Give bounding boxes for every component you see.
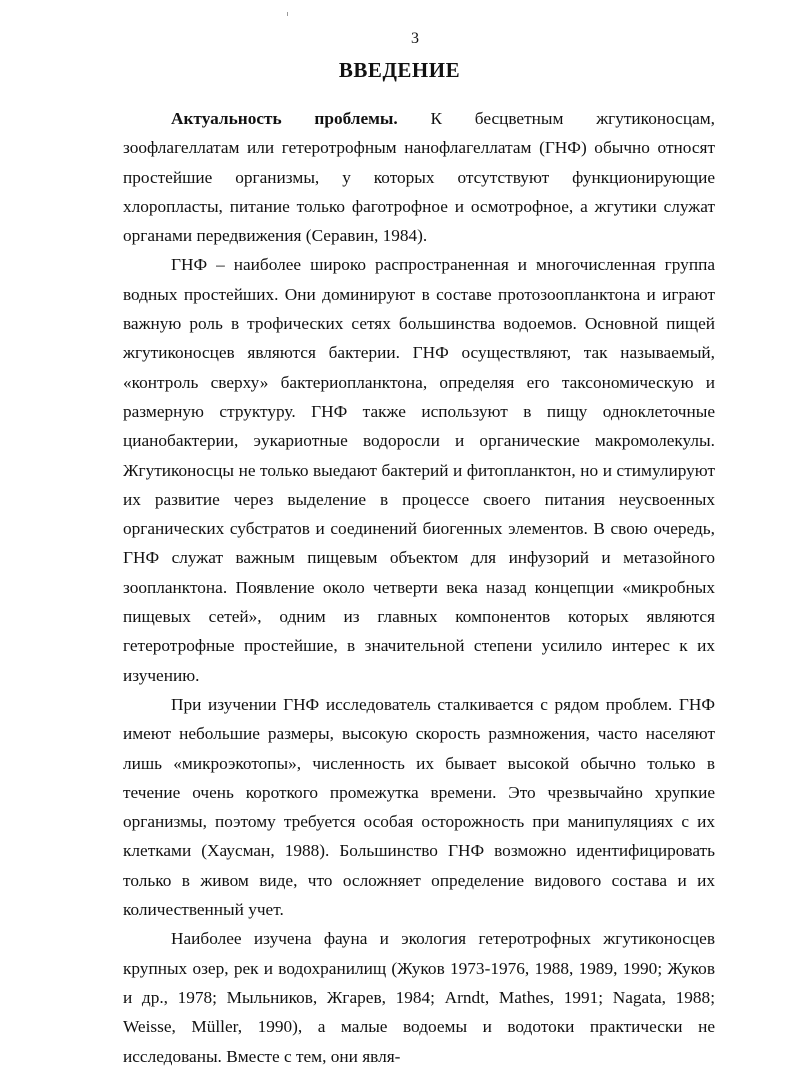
scan-speck bbox=[287, 12, 288, 16]
paragraph: ГНФ – наиболее широко распространенная и многочисленная группа водных простейших. Они доминируют в составе протозоопланктона и играют важную роль в трофических сетях большинства водоемов. Основной пищей жгутиконосцев являются бактерии. ГНФ осуществляют, так называемый, «контроль сверху» бактериопланктона, определяя его таксономическую и размерную структуру. ГНФ также используют в пищу одноклеточные цианобактерии, эукариотные водоросли и органические макромолекулы. Жгутиконосцы не только выедают бактерий и фитопланктон, но и стимулируют их развитие через выделение в процессе своего питания неусвоенных органических субстратов и соединений биогенных элементов. В свою очередь, ГНФ служат важным пищевым объектом для инфузорий и метазойного зоопланктона. Появление около четверти века назад концепции «микробных пищевых сетей», одним из главных компонентов которых являются гетеротрофные простейшие, в значительной степени усилило интерес к их изучению. bbox=[123, 255, 715, 685]
paragraph-text: К бесцветным жгутиконосцам, зоофлагеллатам или гетеротрофным нанофлагеллатам (ГНФ) обычно относят простейшие организмы, у которых отсутствуют функционирующие хлоропласты, питание только фаготрофное и осмотрофное, а жгутики служат органами передвижения (Серавин, 1984). bbox=[123, 109, 715, 246]
page-title: ВВЕДЕНИЕ bbox=[338, 58, 461, 82]
paragraph: При изучении ГНФ исследователь сталкивается с рядом проблем. ГНФ имеют небольшие размеры, высокую скорость размножения, часто населяют лишь «микроэкотопы», численность их бывает высокой обычно только в течение очень короткого промежутка времени. Это чрезвычайно хрупкие организмы, поэтому требуется особая осторожность при манипуляциях с их клетками (Хаусман, 1988). Большинство ГНФ возможно идентифицировать только в живом виде, что осложняет определение видового состава и их количественный учет. bbox=[123, 694, 715, 920]
paragraph: Наиболее изучена фауна и экология гетеротрофных жгутиконосцев крупных озер, рек и водохранилищ (Жуков 1973-1976, 1988, 1989, 1990; Жуков и др., 1978; Мыльников, Жгарев, 1984; Arndt, Mathes, 1991; Nagata, 1988; Weisse, Müller, 1990), а малые водоемы и водотоки практически не исследованы. Вместе с тем, они явля- bbox=[123, 929, 715, 1066]
page-number: 3 bbox=[411, 30, 419, 47]
body-text bbox=[123, 104, 715, 1071]
paragraph-relevance bbox=[123, 104, 715, 250]
run-in-heading: Актуальность проблемы. bbox=[171, 109, 398, 128]
